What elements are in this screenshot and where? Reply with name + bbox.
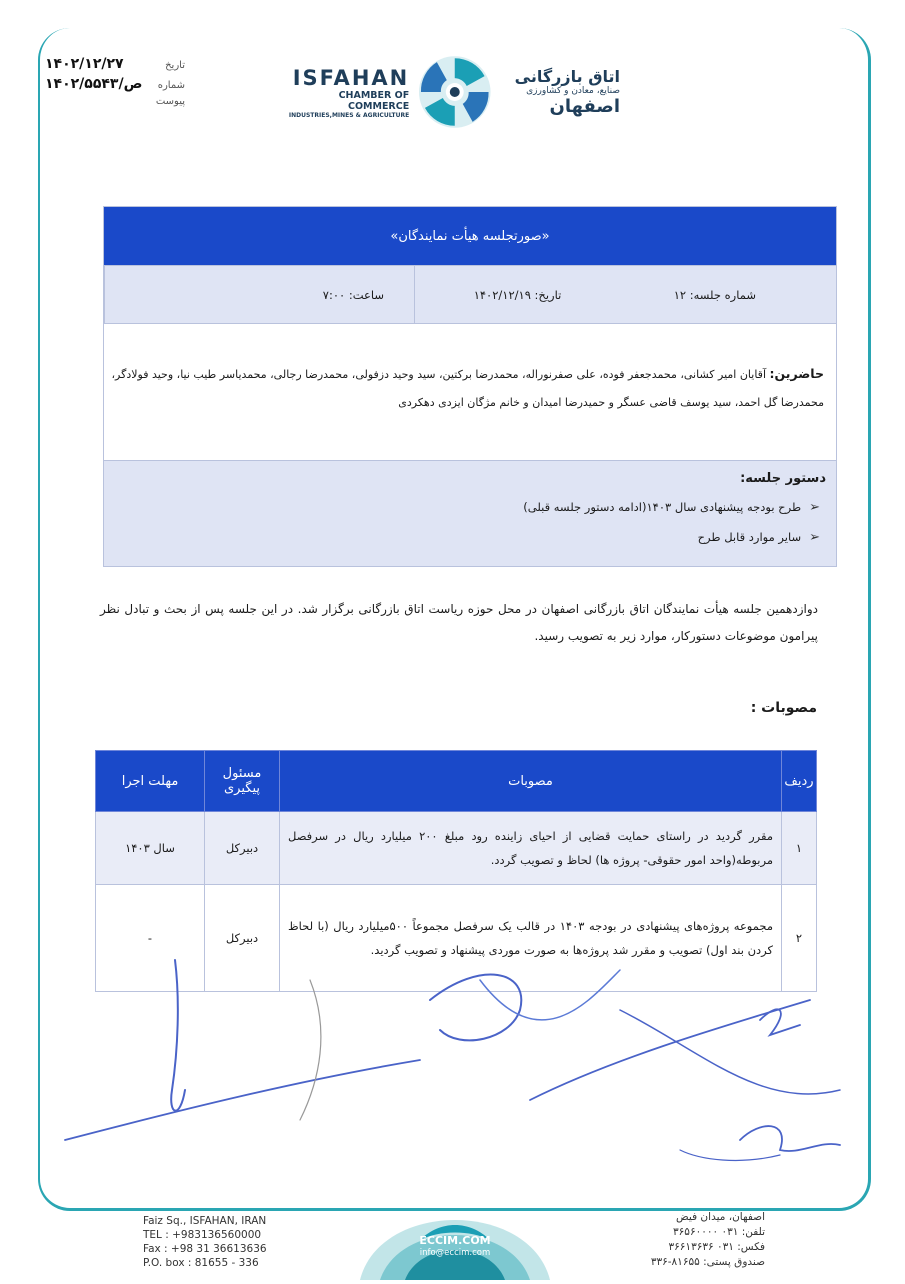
logo-persian bbox=[501, 67, 620, 117]
logo-fa-line1: اتاق بازرگانی bbox=[514, 67, 620, 86]
row-resolution: مقرر گردید در راستای حمایت قضایی از احیای زاینده رود مبلغ ۲۰۰ میلیارد ریال در سرفصل مربوطه(واحد امور حقوقی- پروژه ها) لحاظ و تصویب گردد. bbox=[280, 812, 782, 885]
footer-tel-fa: تلفن: ۰۳۱ ۳۶۵۶۰۰۰۰ bbox=[673, 1226, 765, 1238]
agenda-item bbox=[104, 522, 826, 552]
footer-pobox-fa: صندوق پستی: ۸۱۶۵۵-۳۳۶ bbox=[650, 1256, 765, 1268]
footer-contact-fa bbox=[651, 1210, 765, 1270]
table-header bbox=[96, 751, 817, 812]
row-responsible: دبیرکل bbox=[205, 812, 280, 885]
logo-sub2: INDUSTRIES,MINES & AGRICULTURE bbox=[288, 111, 410, 119]
session-time: ساعت: ۷:۰۰ bbox=[104, 266, 414, 323]
logo-english bbox=[280, 66, 409, 119]
footer-emblem-icon bbox=[360, 1150, 550, 1280]
header-responsible: مسئول پیگیری bbox=[205, 751, 280, 812]
header-deadline: مهلت اجرا bbox=[96, 751, 205, 812]
footer-pobox-en: P.O. box : 81655 - 336 bbox=[143, 1257, 259, 1269]
agenda bbox=[104, 460, 836, 566]
minutes-box bbox=[103, 206, 837, 567]
arrow-icon: ➢ bbox=[809, 499, 820, 515]
row-number: ۲ bbox=[782, 885, 817, 992]
footer-contact-en bbox=[143, 1214, 267, 1270]
footer-address-fa: اصفهان، میدان فیض bbox=[676, 1211, 765, 1223]
number-label: شماره bbox=[157, 80, 185, 91]
footer-fax-fa: فکس: ۰۳۱ ۳۶۶۱۳۶۳۶ bbox=[668, 1241, 765, 1253]
letter-meta bbox=[45, 56, 185, 116]
date-label: تاریخ bbox=[165, 60, 185, 71]
agenda-item-text: طرح بودجه پیشنهادی سال ۱۴۰۳(ادامه دستور جلسه قبلی) bbox=[523, 500, 802, 514]
logo-name: ISFAHAN bbox=[292, 65, 410, 90]
row-deadline: سال ۱۴۰۳ bbox=[96, 812, 205, 885]
arrow-icon: ➢ bbox=[809, 529, 820, 545]
session-date: تاریخ: ۱۴۰۲/۱۲/۱۹ bbox=[414, 266, 620, 323]
header-resolution: مصوبات bbox=[280, 751, 782, 812]
agenda-item-text: سایر موارد قابل طرح bbox=[697, 530, 802, 544]
logo-fa-line3: اصفهان bbox=[549, 96, 620, 117]
agenda-label: دستور جلسه: bbox=[740, 471, 826, 486]
footer-tel-en: TEL : +983136560000 bbox=[143, 1229, 262, 1241]
footer-logo bbox=[360, 1150, 550, 1280]
table-row bbox=[96, 812, 817, 885]
footer-site: ECCIM.COM bbox=[419, 1234, 491, 1247]
row-resolution: مجموعه پروژه‌های پیشنهادی در بودجه ۱۴۰۳ در قالب یک سرفصل مجموعاً ۵۰۰میلیارد ریال (با لحاظ کردن بند اول) تصویب و مقرر شد پروژه‌ها به صورت موردی پیشنهاد و تصویب گردید. bbox=[280, 885, 782, 992]
logo-fa-line2: صنایع، معادن و کشاورزی bbox=[526, 86, 620, 96]
row-number: ۱ bbox=[782, 812, 817, 885]
letterhead bbox=[280, 52, 620, 132]
footer-address-en: Faiz Sq., ISFAHAN, IRAN bbox=[143, 1215, 267, 1227]
agenda-item bbox=[104, 492, 826, 522]
number-value: ۱۴۰۲/ص/۵۵۴۳ bbox=[45, 76, 143, 92]
footer-email: info@eccim.com bbox=[419, 1248, 491, 1258]
chamber-logo-icon bbox=[415, 52, 495, 132]
minutes-title: «صورتجلسه هیأت نمایندگان» bbox=[104, 207, 836, 265]
logo-sub: CHAMBER OF COMMERCE bbox=[338, 89, 410, 112]
row-deadline: - bbox=[96, 885, 205, 992]
header-row-number: ردیف bbox=[782, 751, 817, 812]
signatures bbox=[60, 940, 860, 1170]
attendees-label: حاضرین: bbox=[769, 366, 824, 381]
intro-paragraph: دوازدهمین جلسه هیأت نمایندگان اتاق بازرگانی اصفهان در محل حوزه ریاست اتاق بازرگانی برگزار شد. در این جلسه پس از بحث و تبادل نظر پیرامون موضوعات دستورکار، موارد زیر به تصویب رسید. bbox=[100, 602, 818, 643]
footer-fax-en: Fax : +98 31 36613636 bbox=[143, 1243, 267, 1255]
approvals-label: مصوبات : bbox=[750, 700, 817, 716]
attachment-label: پیوست bbox=[155, 96, 185, 107]
date-value: ۱۴۰۲/۱۲/۲۷ bbox=[45, 56, 124, 72]
session-info bbox=[104, 265, 836, 323]
row-responsible: دبیرکل bbox=[205, 885, 280, 992]
attendees-list: آقایان امیر کشانی، محمدجعفر فوده، علی صفرنوراله، محمدرضا برکتین، سید وحید دزفولی، محمدرضا رجالی، محمدیاسر طیب نیا، وحید فولادگر، محمدرضا گل احمد، سید یوسف قاضی عسگر و حمیدرضا امیدان و خانم مژگان ایزدی دهکردی bbox=[111, 368, 824, 409]
session-number: شماره جلسه: ۱۲ bbox=[673, 287, 756, 302]
attendees bbox=[104, 323, 836, 460]
